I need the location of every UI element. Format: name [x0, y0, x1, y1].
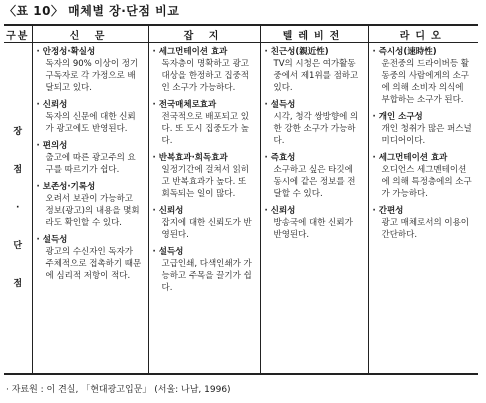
item-title: 편의성: [42, 141, 68, 151]
item-title: 설득성: [158, 247, 184, 257]
row-header-char: ·: [16, 203, 20, 213]
item-title: 설득성: [42, 235, 68, 245]
header-radio: 라디오: [368, 26, 478, 43]
item-title: 간편성: [378, 206, 404, 216]
item-title: 즉효성: [270, 153, 296, 163]
item-desc: 출고에 따른 광고주의 요구를 따르기가 쉽다.: [45, 153, 136, 175]
television-cell: [260, 43, 368, 374]
list-item: · 전국매체로효과 전국적으로 배포되고 있다. 또 도시 집중도가 높다.: [153, 99, 256, 147]
list-item: · 신뢰성 잡지에 대한 신뢰도가 반영된다.: [153, 205, 256, 241]
row-header-char: 점: [13, 165, 23, 175]
list-item: · 반복효과·회독효과 일정기간에 걸쳐서 읽히고 반복효과가 높다. 또 회독되는 일이 많다.: [153, 152, 256, 200]
item-desc: TV의 시청은 여가활동중에서 제1위를 점하고 있다.: [273, 59, 359, 93]
source-note: · 자료원 : 이 견실, 「현대광고입문」 (서울: 나남, 1996): [6, 385, 231, 395]
content-row: [4, 43, 478, 374]
item-desc: 고급인쇄, 다색인쇄가 가능하고 주목을 끌기가 쉽다.: [161, 259, 252, 293]
item-desc: 독자의 신문에 대한 신뢰가 광고에도 반영된다.: [45, 112, 136, 134]
item-title: 신뢰성: [42, 100, 68, 110]
comparison-table-frame: [4, 24, 478, 375]
list-item: · 설득성 고급인쇄, 다색인쇄가 가능하고 주목을 끌기가 쉽다.: [153, 246, 256, 294]
item-desc: 소구하고 싶은 타깃에 동시에 같은 정보를 전달할 수 있다.: [273, 165, 356, 199]
item-title: 보존성·기록성: [42, 182, 96, 192]
list-item: · 안정성·확실성 독자의 90% 이상이 정기구독자로 각 가정으로 배달되고 있다.: [37, 46, 144, 94]
item-title: 세그먼테이션 효과: [158, 47, 228, 57]
row-header-char: 점: [13, 279, 23, 289]
item-desc: 광고 매체로서의 이용이 간단하다.: [381, 218, 470, 240]
item-title: 세그먼테이션 효과: [378, 153, 448, 163]
header-row: [4, 26, 478, 43]
list-item: · 설득성 시각, 청각 쌍방향에 의한 강한 소구가 가능하다.: [265, 99, 364, 147]
table-caption: 〈표 10〉 매체별 장·단점 비교: [4, 4, 180, 18]
item-title: 개인 소구성: [378, 112, 423, 122]
list-item: · 개인 소구성 개인 청취가 많은 퍼스널 미디어이다.: [373, 111, 475, 147]
item-title: 신뢰성: [270, 206, 296, 216]
newspaper-cell: [32, 43, 148, 374]
list-item: · 세그먼테이션 효과 독자층이 명확하고 광고대상을 한정하고 집중적인 소구가 가능하다.: [153, 46, 256, 94]
header-category: 구분: [4, 26, 32, 43]
row-header-char: 단: [13, 241, 23, 251]
magazine-cell: [148, 43, 260, 374]
header-newspaper: 신 문: [32, 26, 148, 43]
item-desc: 광고의 수신자인 독자가 주체적으로 접촉하기 때문에 심리적 저항이 적다.: [45, 247, 142, 281]
list-item: · 간편성 광고 매체로서의 이용이 간단하다.: [373, 205, 475, 241]
header-television: 텔레비전: [260, 26, 368, 43]
item-desc: 시각, 청각 쌍방향에 의한 강한 소구가 가능하다.: [273, 112, 359, 146]
item-desc: 일정기간에 걸쳐서 읽히고 반복효과가 높다. 또 회독되는 일이 많다.: [161, 165, 250, 199]
radio-cell: [368, 43, 478, 374]
item-title: 설득성: [270, 100, 296, 110]
item-desc: 잡지에 대한 신뢰도가 반영된다.: [161, 218, 252, 240]
item-desc: 오려서 보관이 가능하고 정보(광고)의 내용을 몇회라도 확인할 수 있다.: [45, 194, 140, 228]
list-item: · 즉시성(速時性) 운전중의 드라이버등 활동중의 사람에게의 소구에 의해 소비자 의식에 부합하는 소구가 된다.: [373, 46, 475, 106]
item-title: 안정성·확실성: [42, 47, 96, 57]
item-desc: 오디언스 세그멘테이션에 의해 특정층에의 소구가 가능하다.: [381, 165, 472, 199]
item-title: 신뢰성: [158, 206, 184, 216]
list-item: · 신뢰성 독자의 신문에 대한 신뢰가 광고에도 반영된다.: [37, 99, 144, 135]
item-desc: 독자의 90% 이상이 정기구독자로 각 가정으로 배달되고 있다.: [45, 59, 139, 93]
comparison-table: [4, 26, 478, 373]
row-header: [4, 43, 32, 374]
list-item: · 즉효성 소구하고 싶은 타깃에 동시에 같은 정보를 전달할 수 있다.: [265, 152, 364, 200]
list-item: · 신뢰성 방송국에 대한 신뢰가 반영된다.: [265, 205, 364, 241]
item-desc: 운전중의 드라이버등 활동중의 사람에게의 소구에 의해 소비자 의식에 부합하는 소구가 된다.: [381, 59, 470, 105]
list-item: · 세그먼테이션 효과 오디언스 세그멘테이션에 의해 특정층에의 소구가 가능하다.: [373, 152, 475, 200]
item-desc: 독자층이 명확하고 광고대상을 한정하고 집중적인 소구가 가능하다.: [161, 59, 250, 93]
item-title: 전국매체로효과: [158, 100, 217, 110]
item-title: 반복효과·회독효과: [158, 153, 228, 163]
list-item: · 친근성(親近性) TV의 시청은 여가활동중에서 제1위를 점하고 있다.: [265, 46, 364, 94]
item-desc: 방송국에 대한 신뢰가 반영된다.: [273, 218, 353, 240]
header-magazine: 잡 지: [148, 26, 260, 43]
item-desc: 개인 청취가 많은 퍼스널 미디어이다.: [381, 124, 472, 146]
item-title: 즉시성(速時性): [378, 47, 437, 57]
row-header-char: 장: [13, 127, 23, 137]
list-item: · 보존성·기록성 오려서 보관이 가능하고 정보(광고)의 내용을 몇회라도 확인할 수 있다.: [37, 181, 144, 229]
item-desc: 전국적으로 배포되고 있다. 또 도시 집중도가 높다.: [161, 112, 250, 146]
list-item: · 편의성 출고에 따른 광고주의 요구를 따르기가 쉽다.: [37, 140, 144, 176]
item-title: 친근성(親近性): [270, 47, 329, 57]
list-item: · 설득성 광고의 수신자인 독자가 주체적으로 접촉하기 때문에 심리적 저항이 적다.: [37, 234, 144, 282]
